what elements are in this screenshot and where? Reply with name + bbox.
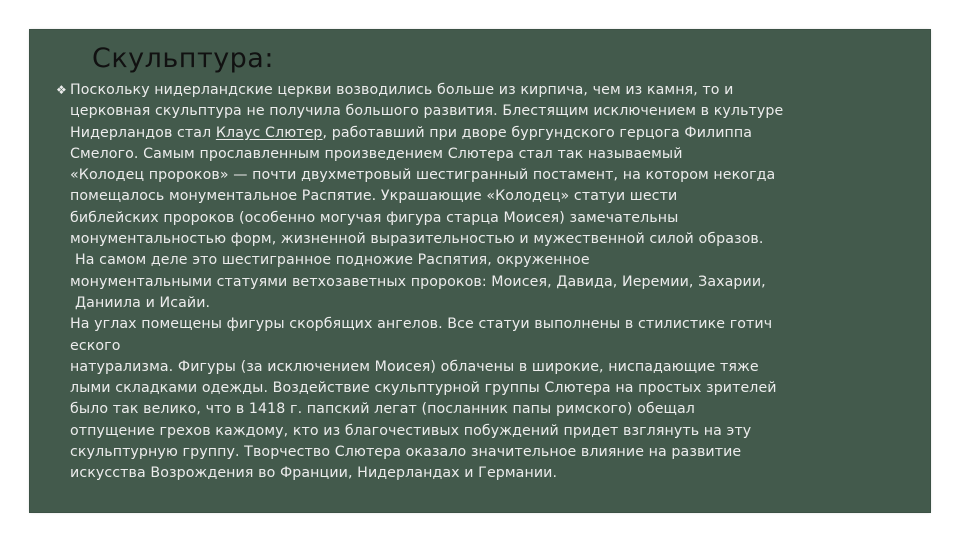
text-line: лыми складками одежды. Воздействие скульптурной группы Слютера на простых зрителей [70,380,777,397]
text-line: отпущение грехов каждому, кто из благочестивых побуждений придет взглянуть на эту [70,422,752,439]
text-line: «Колодец пророков» — почти двухметровый шестигранный постамент, на котором некогда [70,167,776,184]
text-line [56,123,916,144]
klaus-sluter-link[interactable]: Клаус Слютер [215,124,323,141]
text-line-content: Поскольку нидерландские церкви возводились больше из кирпича, чем из камня, то и [70,82,734,98]
text-line-content: Нидерландов стал [70,124,216,141]
text-line: Даниила и Исайи. [75,294,211,311]
text-line: Смелого. Самым прославленным произведением Слютера стал так называемый [70,145,683,162]
text-line: скульптурную группу. Творчество Слютера оказало значительное влияние на развитие [70,444,742,461]
text-line: еского [70,337,121,354]
diamond-bullet-icon: ❖ [56,83,67,97]
text-line: помещалось монументальное Распятие. Украшающие «Колодец» статуи шести [70,188,678,205]
text-line: На углах помещены фигуры скорбящих ангелов. Все статуи выполнены в стилистике готич [70,316,773,333]
slide-body-text [56,80,916,485]
text-line: монументальными статуями ветхозаветных пророков: Моисея, Давида, Иеремии, Захарии, [70,273,766,290]
text-line: библейских пророков (особенно могучая фигура старца Моисея) замечательны [70,209,679,226]
text-line-content: , работавший при дворе бургундского герцога Филиппа [322,124,753,141]
text-line: было так велико, что в 1418 г. папский легат (посланник папы римского) обещал [70,401,695,418]
text-line: натурализма. Фигуры (за исключением Моисея) облачены в широкие, ниспадающие тяже [70,358,759,375]
text-line: На самом деле это шестигранное подножие Распятия, окруженное [75,252,590,269]
slide-title: Скульптура: [92,43,274,74]
text-line: монументальностью форм, жизненной выразительностью и мужественной силой образов. [70,231,764,248]
text-line: искусства Возрождения во Франции, Нидерландах и Германии. [70,465,558,482]
text-line [56,80,916,101]
text-line: церковная скульптура не получила большого развития. Блестящим исключением в культуре [70,103,784,120]
